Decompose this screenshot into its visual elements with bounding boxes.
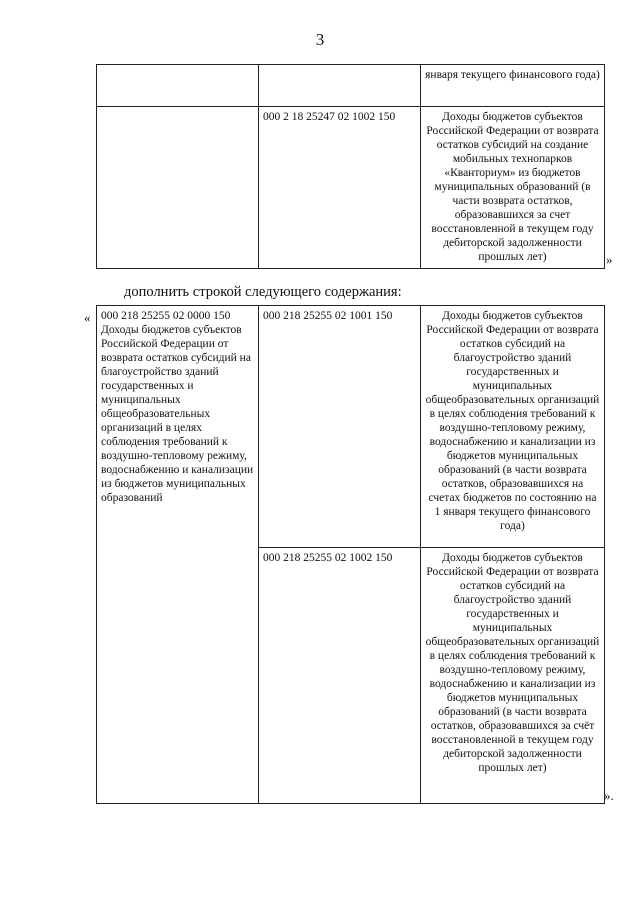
table-row — [97, 65, 605, 107]
table-cell-empty — [97, 107, 259, 269]
table-cell-code: 000 218 25255 02 1001 150 — [259, 306, 421, 548]
table-cell-description: Доходы бюджетов субъектов Российской Федерации от возврата остатков субсидий на благоустройство зданий государственных и муниципальных общеобразовательных организаций в целях соблюдения требований к воздушно-тепловому режиму, водоснабжению и канализации из бюджетов муниципальных образований (в части возврата остатков, образовавшихся на счетах бюджетов по состоянию на 1 января текущего финансового года) — [421, 306, 605, 548]
table-cell-description: Доходы бюджетов субъектов Российской Федерации от возврата остатков субсидий на благоустройство зданий государственных и муниципальных общеобразовательных организаций в целях соблюдения требований к воздушно-тепловому режиму, водоснабжению и канализации из бюджетов муниципальных образований (в части возврата остатков, образовавшихся за счёт восстановленной в текущем году дебиторской задолженности прошлых лет) — [421, 548, 605, 804]
table-cell-code: 000 2 18 25247 02 1002 150 — [259, 107, 421, 269]
table-cell-description: января текущего финансового года) — [421, 65, 605, 107]
revenue-codes-table-top — [96, 64, 605, 269]
page-number: 3 — [315, 30, 325, 49]
table-cell-empty — [97, 65, 259, 107]
table-cell-code: 000 218 25255 02 1002 150 — [259, 548, 421, 804]
closing-quote-mark-final: ». — [604, 788, 614, 803]
opening-quote-mark: « — [84, 310, 91, 325]
revenue-codes-table-bottom — [96, 305, 605, 804]
table-row — [97, 306, 605, 548]
table-row — [97, 107, 605, 269]
closing-quote-mark: » — [606, 252, 613, 267]
instruction-text: дополнить строкой следующего содержания: — [124, 284, 402, 300]
table-cell-empty — [259, 65, 421, 107]
table-cell-group-code: 000 218 25255 02 0000 150 Доходы бюджетов субъектов Российской Федерации от возврата остатков субсидий на благоустройство зданий государственных и муниципальных общеобразовательных организаций в целях соблюдения требований к воздушно-тепловому режиму, водоснабжению и канализации из бюджетов муниципальных образований — [97, 306, 259, 804]
table-cell-description: Доходы бюджетов субъектов Российской Федерации от возврата остатков субсидий на создание мобильных технопарков «Кванториум» из бюджетов муниципальных образований (в части возврата остатков, образовавшихся за счет восстановленной в текущем году дебиторской задолженности прошлых лет) — [421, 107, 605, 269]
